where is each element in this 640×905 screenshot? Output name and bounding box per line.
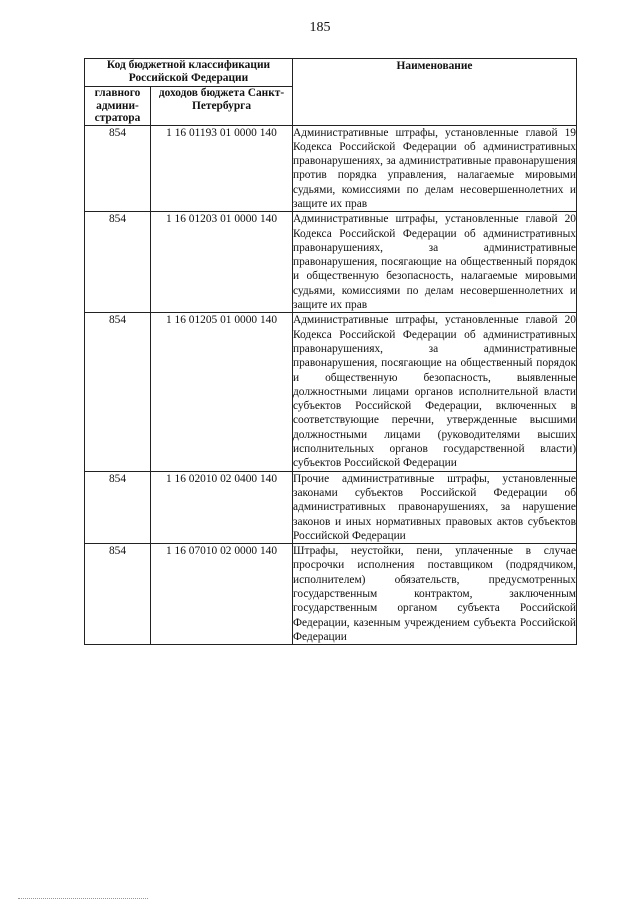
admin-code-cell: 854: [85, 313, 151, 471]
admin-code-cell: 854: [85, 212, 151, 313]
table-row: [85, 313, 577, 471]
name-cell: Административные штрафы, установленные главой 20 Кодекса Российской Федерации об административных правонарушениях, за административные правонарушения, посягающие на общественный порядок и общественную безопасность, налагаемые мировыми судьями, комиссиями по делам несовершеннолетних и защите их прав: [293, 213, 576, 312]
admin-code-cell: 854: [85, 471, 151, 543]
scan-artifact-line: [18, 897, 148, 899]
table-row: [85, 212, 577, 313]
table-row: [85, 125, 577, 212]
header-chief-administrator: главного админи-стратора: [85, 87, 151, 126]
name-cell: Административные штрафы, установленные главой 19 Кодекса Российской Федерации об административных правонарушениях, за административные правонарушения против порядка управления, налагаемые мировыми судьями, комиссиями по делам несовершеннолетних и защите их прав: [293, 126, 576, 210]
header-name: Наименование: [293, 59, 577, 126]
name-cell: Административные штрафы, установленные главой 20 Кодекса Российской Федерации об административных правонарушениях, за административные правонарушения, посягающие на общественный порядок и общественную безопасность, выявленные должностными лицами органов исполнительной власти субъектов Российской Федерации, включенных в соответствующие перечни, утвержденные высшими должностными лицами (руководителями высших исполнительных органов государственной власти) субъектов Российской Федерации: [293, 314, 576, 470]
table-row: [85, 544, 577, 645]
income-code-cell: 1 16 01205 01 0000 140: [151, 313, 293, 471]
name-cell: Штрафы, неустойки, пени, уплаченные в случае просрочки исполнения поставщиком (подрядчиком, исполнителем) обязательств, предусмотренных государственным контрактом, заключенным государственным органом субъекта Российской Федерации, казенным учреждением субъекта Российской Федерации: [293, 545, 576, 643]
income-code-cell: 1 16 01203 01 0000 140: [151, 212, 293, 313]
income-code-cell: 1 16 07010 02 0000 140: [151, 544, 293, 645]
page-number: 185: [309, 20, 331, 35]
name-cell: Прочие административные штрафы, установленные законами субъектов Российской Федерации об административных правонарушениях, за нарушение законов и иных нормативных правовых актов субъектов Российской Федерации: [293, 472, 576, 542]
income-code-cell: 1 16 01193 01 0000 140: [151, 125, 293, 212]
header-budget-classification-code: Код бюджетной классификации Российской Федерации: [85, 59, 293, 87]
admin-code-cell: 854: [85, 125, 151, 212]
admin-code-cell: 854: [85, 544, 151, 645]
table-row: [85, 471, 577, 543]
budget-classification-table: [84, 58, 577, 645]
header-budget-income: доходов бюджета Санкт-Петербурга: [151, 87, 293, 126]
income-code-cell: 1 16 02010 02 0400 140: [151, 471, 293, 543]
